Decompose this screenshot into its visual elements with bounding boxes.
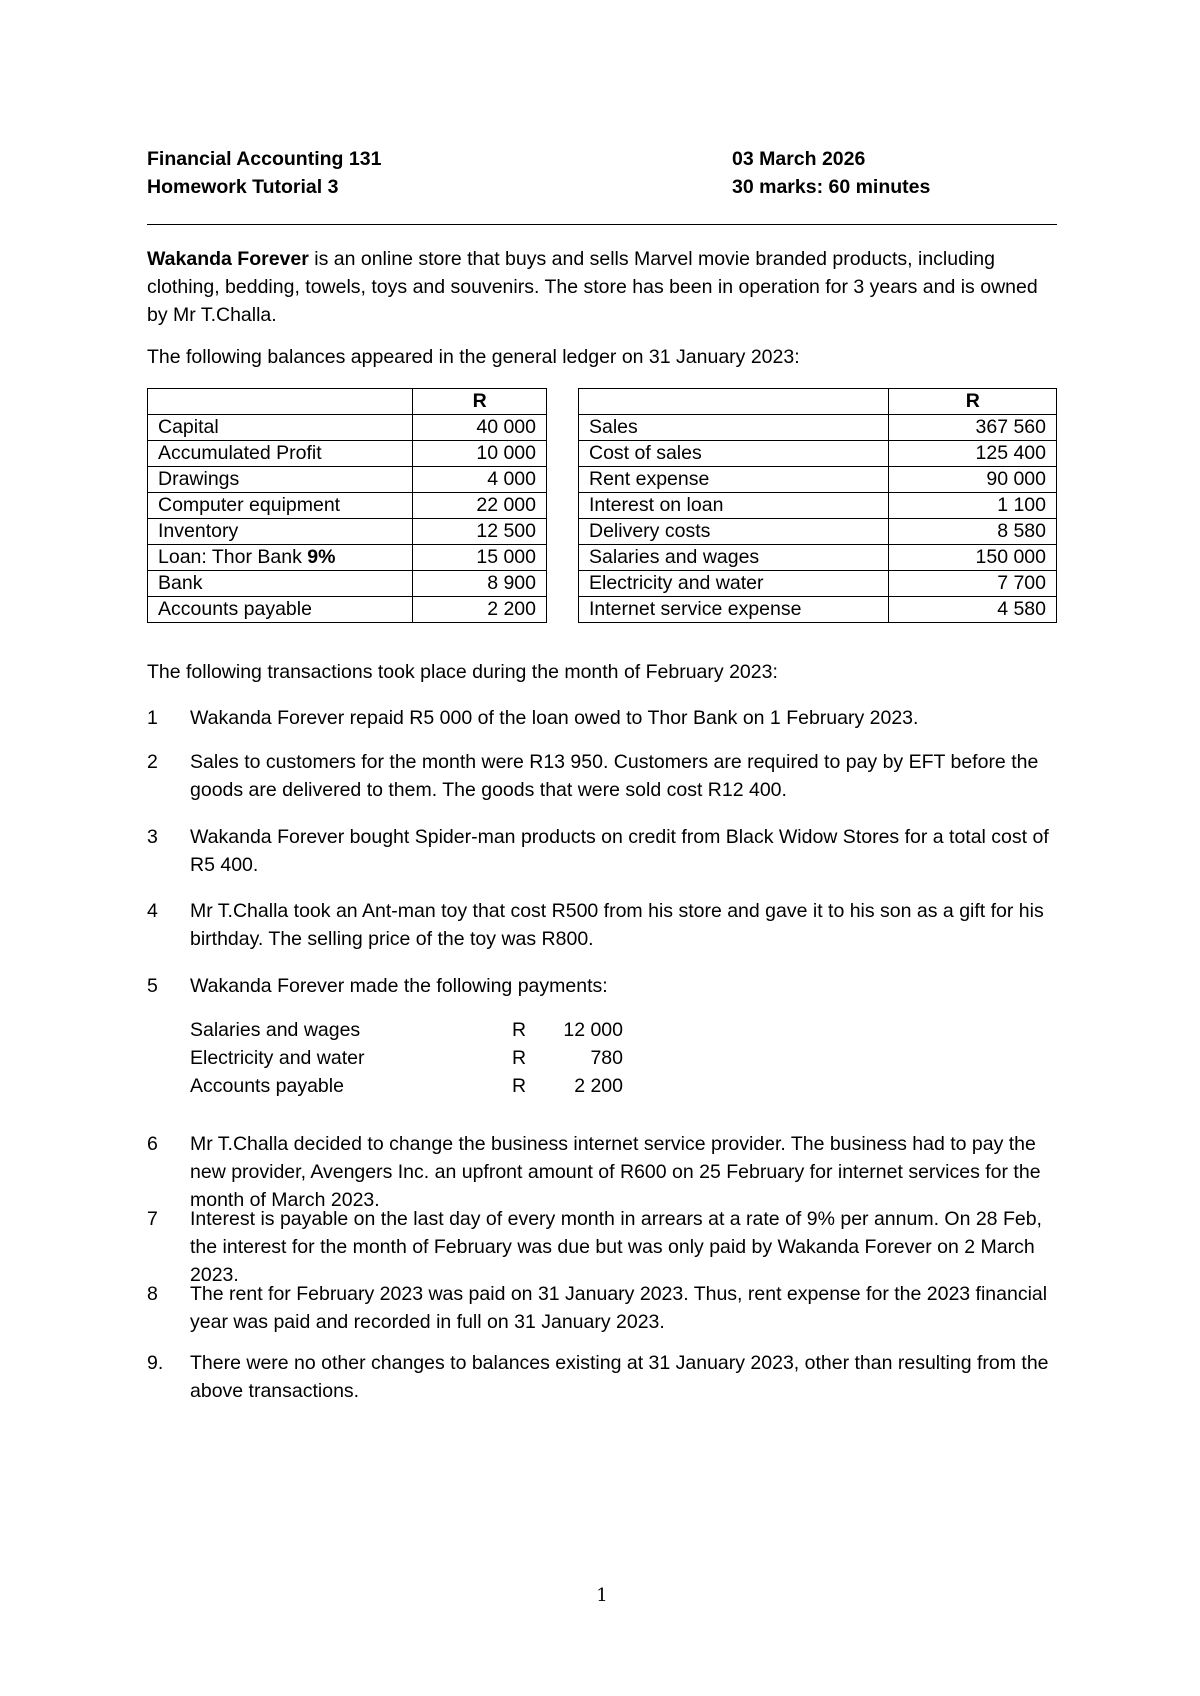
transaction-item xyxy=(147,704,1057,732)
ledger-account-label: Salaries and wages xyxy=(589,546,760,568)
payment-currency: R xyxy=(512,1047,527,1069)
ledger-account xyxy=(579,545,889,571)
ledger-account-label: Interest on loan xyxy=(589,494,724,516)
ledger-account xyxy=(579,571,889,597)
transaction-text: Interest is payable on the last day of every month in arrears at a rate of 9% per annum. On 28 Feb, the interest for the month of February was due but was only paid by Wakanda Forever on 2 March 2023. xyxy=(190,1208,1042,1286)
intro-paragraph xyxy=(147,245,1057,329)
ledger-amount: 1 100 xyxy=(889,493,1057,519)
document-page xyxy=(147,0,1057,1696)
intro-text: is an online store that buys and sells Marvel movie branded products, including clothing, bedding, towels, toys and souvenirs. The store has been in operation for 3 years and is owned by Mr T.Challa. xyxy=(147,248,1038,326)
transaction-text: Wakanda Forever made the following payments: xyxy=(190,975,608,997)
ledger-account xyxy=(148,519,413,545)
transaction-number: 9. xyxy=(147,1352,164,1374)
ledger-account xyxy=(148,441,413,467)
ledger-account xyxy=(579,493,889,519)
ledger-row xyxy=(148,597,547,623)
payment-currency: R xyxy=(512,1075,527,1097)
course-title: Financial Accounting 131 xyxy=(147,148,382,170)
transaction-number: 2 xyxy=(147,751,158,773)
ledger-account-rate: 9% xyxy=(307,546,336,568)
ledger-account-label: Internet service expense xyxy=(589,598,802,620)
transaction-item xyxy=(147,1205,1057,1289)
ledger-row xyxy=(579,519,1057,545)
ledger-header-blank xyxy=(579,389,889,415)
ledger-table-left xyxy=(147,388,547,623)
ledger-account-label: Accumulated Profit xyxy=(158,442,322,464)
ledger-amount: 90 000 xyxy=(889,467,1057,493)
transaction-item xyxy=(147,1280,1057,1336)
payment-currency: R xyxy=(512,1019,527,1041)
ledger-header-blank xyxy=(148,389,413,415)
ledger-account-label: Rent expense xyxy=(589,468,710,490)
payment-amount: 2 200 xyxy=(574,1075,623,1097)
ledger-row xyxy=(579,597,1057,623)
ledger-amount: 22 000 xyxy=(413,493,547,519)
transaction-text: Wakanda Forever repaid R5 000 of the loan owed to Thor Bank on 1 February 2023. xyxy=(190,707,919,729)
ledger-row xyxy=(148,415,547,441)
ledger-account xyxy=(579,597,889,623)
ledger-account-label: Bank xyxy=(158,572,203,594)
ledger-row xyxy=(579,415,1057,441)
header-right xyxy=(732,145,1052,201)
ledger-account xyxy=(579,441,889,467)
ledger-account xyxy=(148,415,413,441)
ledger-account-label: Electricity and water xyxy=(589,572,764,594)
transaction-number: 5 xyxy=(147,975,158,997)
ledger-currency-header: R xyxy=(413,389,547,415)
transaction-text: Wakanda Forever bought Spider-man products on credit from Black Widow Stores for a total cost of R5 400. xyxy=(190,826,1049,876)
ledger-row xyxy=(579,493,1057,519)
marks-duration: 30 marks: 60 minutes xyxy=(732,176,931,198)
ledger-amount: 4 000 xyxy=(413,467,547,493)
ledger-account xyxy=(579,467,889,493)
balances-intro: The following balances appeared in the general ledger on 31 January 2023: xyxy=(147,346,800,368)
page-number: 1 xyxy=(596,1585,608,1606)
payment-label: Electricity and water xyxy=(190,1047,365,1069)
transactions-intro: The following transactions took place during the month of February 2023: xyxy=(147,661,778,683)
ledger-account xyxy=(148,597,413,623)
ledger-table-right xyxy=(578,388,1057,623)
ledger-account-label: Drawings xyxy=(158,468,240,490)
transaction-text: The rent for February 2023 was paid on 31 January 2023. Thus, rent expense for the 2023 financial year was paid and recorded in full on 31 January 2023. xyxy=(190,1283,1048,1333)
ledger-row xyxy=(579,571,1057,597)
tutorial-title: Homework Tutorial 3 xyxy=(147,176,339,198)
ledger-account xyxy=(148,545,413,571)
ledger-header-row xyxy=(579,389,1057,415)
ledger-amount: 7 700 xyxy=(889,571,1057,597)
transaction-text: Mr T.Challa decided to change the business internet service provider. The business had to pay the new provider, Avengers Inc. an upfront amount of R600 on 25 February for internet services for the month of March 2023. xyxy=(190,1133,1041,1211)
ledger-amount: 8 900 xyxy=(413,571,547,597)
ledger-account-label: Capital xyxy=(158,416,219,438)
ledger-row xyxy=(148,441,547,467)
payment-label: Salaries and wages xyxy=(190,1019,361,1041)
transaction-text: Mr T.Challa took an Ant-man toy that cost R500 from his store and gave it to his son as a gift for his birthday. The selling price of the toy was R800. xyxy=(190,900,1044,950)
ledger-account-label: Delivery costs xyxy=(589,520,711,542)
ledger-account xyxy=(579,415,889,441)
ledger-amount: 125 400 xyxy=(889,441,1057,467)
ledger-amount: 40 000 xyxy=(413,415,547,441)
ledger-amount: 150 000 xyxy=(889,545,1057,571)
transaction-item xyxy=(147,748,1057,804)
transaction-number: 4 xyxy=(147,900,158,922)
ledger-header-row xyxy=(148,389,547,415)
ledger-amount: 12 500 xyxy=(413,519,547,545)
ledger-amount: 10 000 xyxy=(413,441,547,467)
ledger-row xyxy=(148,571,547,597)
company-name: Wakanda Forever xyxy=(147,248,309,270)
transaction-number: 1 xyxy=(147,707,158,729)
payment-label: Accounts payable xyxy=(190,1075,344,1097)
transaction-number: 8 xyxy=(147,1283,158,1305)
ledger-account xyxy=(579,519,889,545)
ledger-amount: 15 000 xyxy=(413,545,547,571)
transaction-item xyxy=(147,972,1057,1000)
ledger-account xyxy=(148,571,413,597)
ledger-row xyxy=(148,519,547,545)
ledger-row xyxy=(148,467,547,493)
ledger-amount: 2 200 xyxy=(413,597,547,623)
ledger-account-label: Cost of sales xyxy=(589,442,702,464)
transaction-text: Sales to customers for the month were R13 950. Customers are required to pay by EFT before the goods are delivered to them. The goods that were sold cost R12 400. xyxy=(190,751,1039,801)
ledger-currency-header: R xyxy=(889,389,1057,415)
ledger-account xyxy=(148,493,413,519)
ledger-amount: 4 580 xyxy=(889,597,1057,623)
ledger-account-label: Loan: Thor Bank xyxy=(158,546,308,568)
ledger-row xyxy=(579,545,1057,571)
transaction-text: There were no other changes to balances existing at 31 January 2023, other than resulting from the above transactions. xyxy=(190,1352,1049,1402)
ledger-account xyxy=(148,467,413,493)
ledger-row xyxy=(579,467,1057,493)
ledger-amount: 8 580 xyxy=(889,519,1057,545)
header-left xyxy=(147,145,707,201)
ledger-account-label: Inventory xyxy=(158,520,239,542)
ledger-account-label: Sales xyxy=(589,416,638,438)
header-divider xyxy=(147,224,1057,225)
payment-amount: 780 xyxy=(590,1047,623,1069)
ledger-amount: 367 560 xyxy=(889,415,1057,441)
ledger-row xyxy=(148,545,547,571)
transaction-number: 3 xyxy=(147,826,158,848)
transaction-number: 6 xyxy=(147,1133,158,1155)
ledger-account-label: Accounts payable xyxy=(158,598,312,620)
transaction-item xyxy=(147,1349,1057,1405)
transaction-item xyxy=(147,823,1057,879)
transaction-item xyxy=(147,1130,1057,1214)
transaction-number: 7 xyxy=(147,1208,158,1230)
ledger-account-label: Computer equipment xyxy=(158,494,341,516)
tutorial-date: 03 March 2026 xyxy=(732,148,866,170)
ledger-row xyxy=(148,493,547,519)
ledger-row xyxy=(579,441,1057,467)
payment-amount: 12 000 xyxy=(563,1019,623,1041)
transaction-item xyxy=(147,897,1057,953)
